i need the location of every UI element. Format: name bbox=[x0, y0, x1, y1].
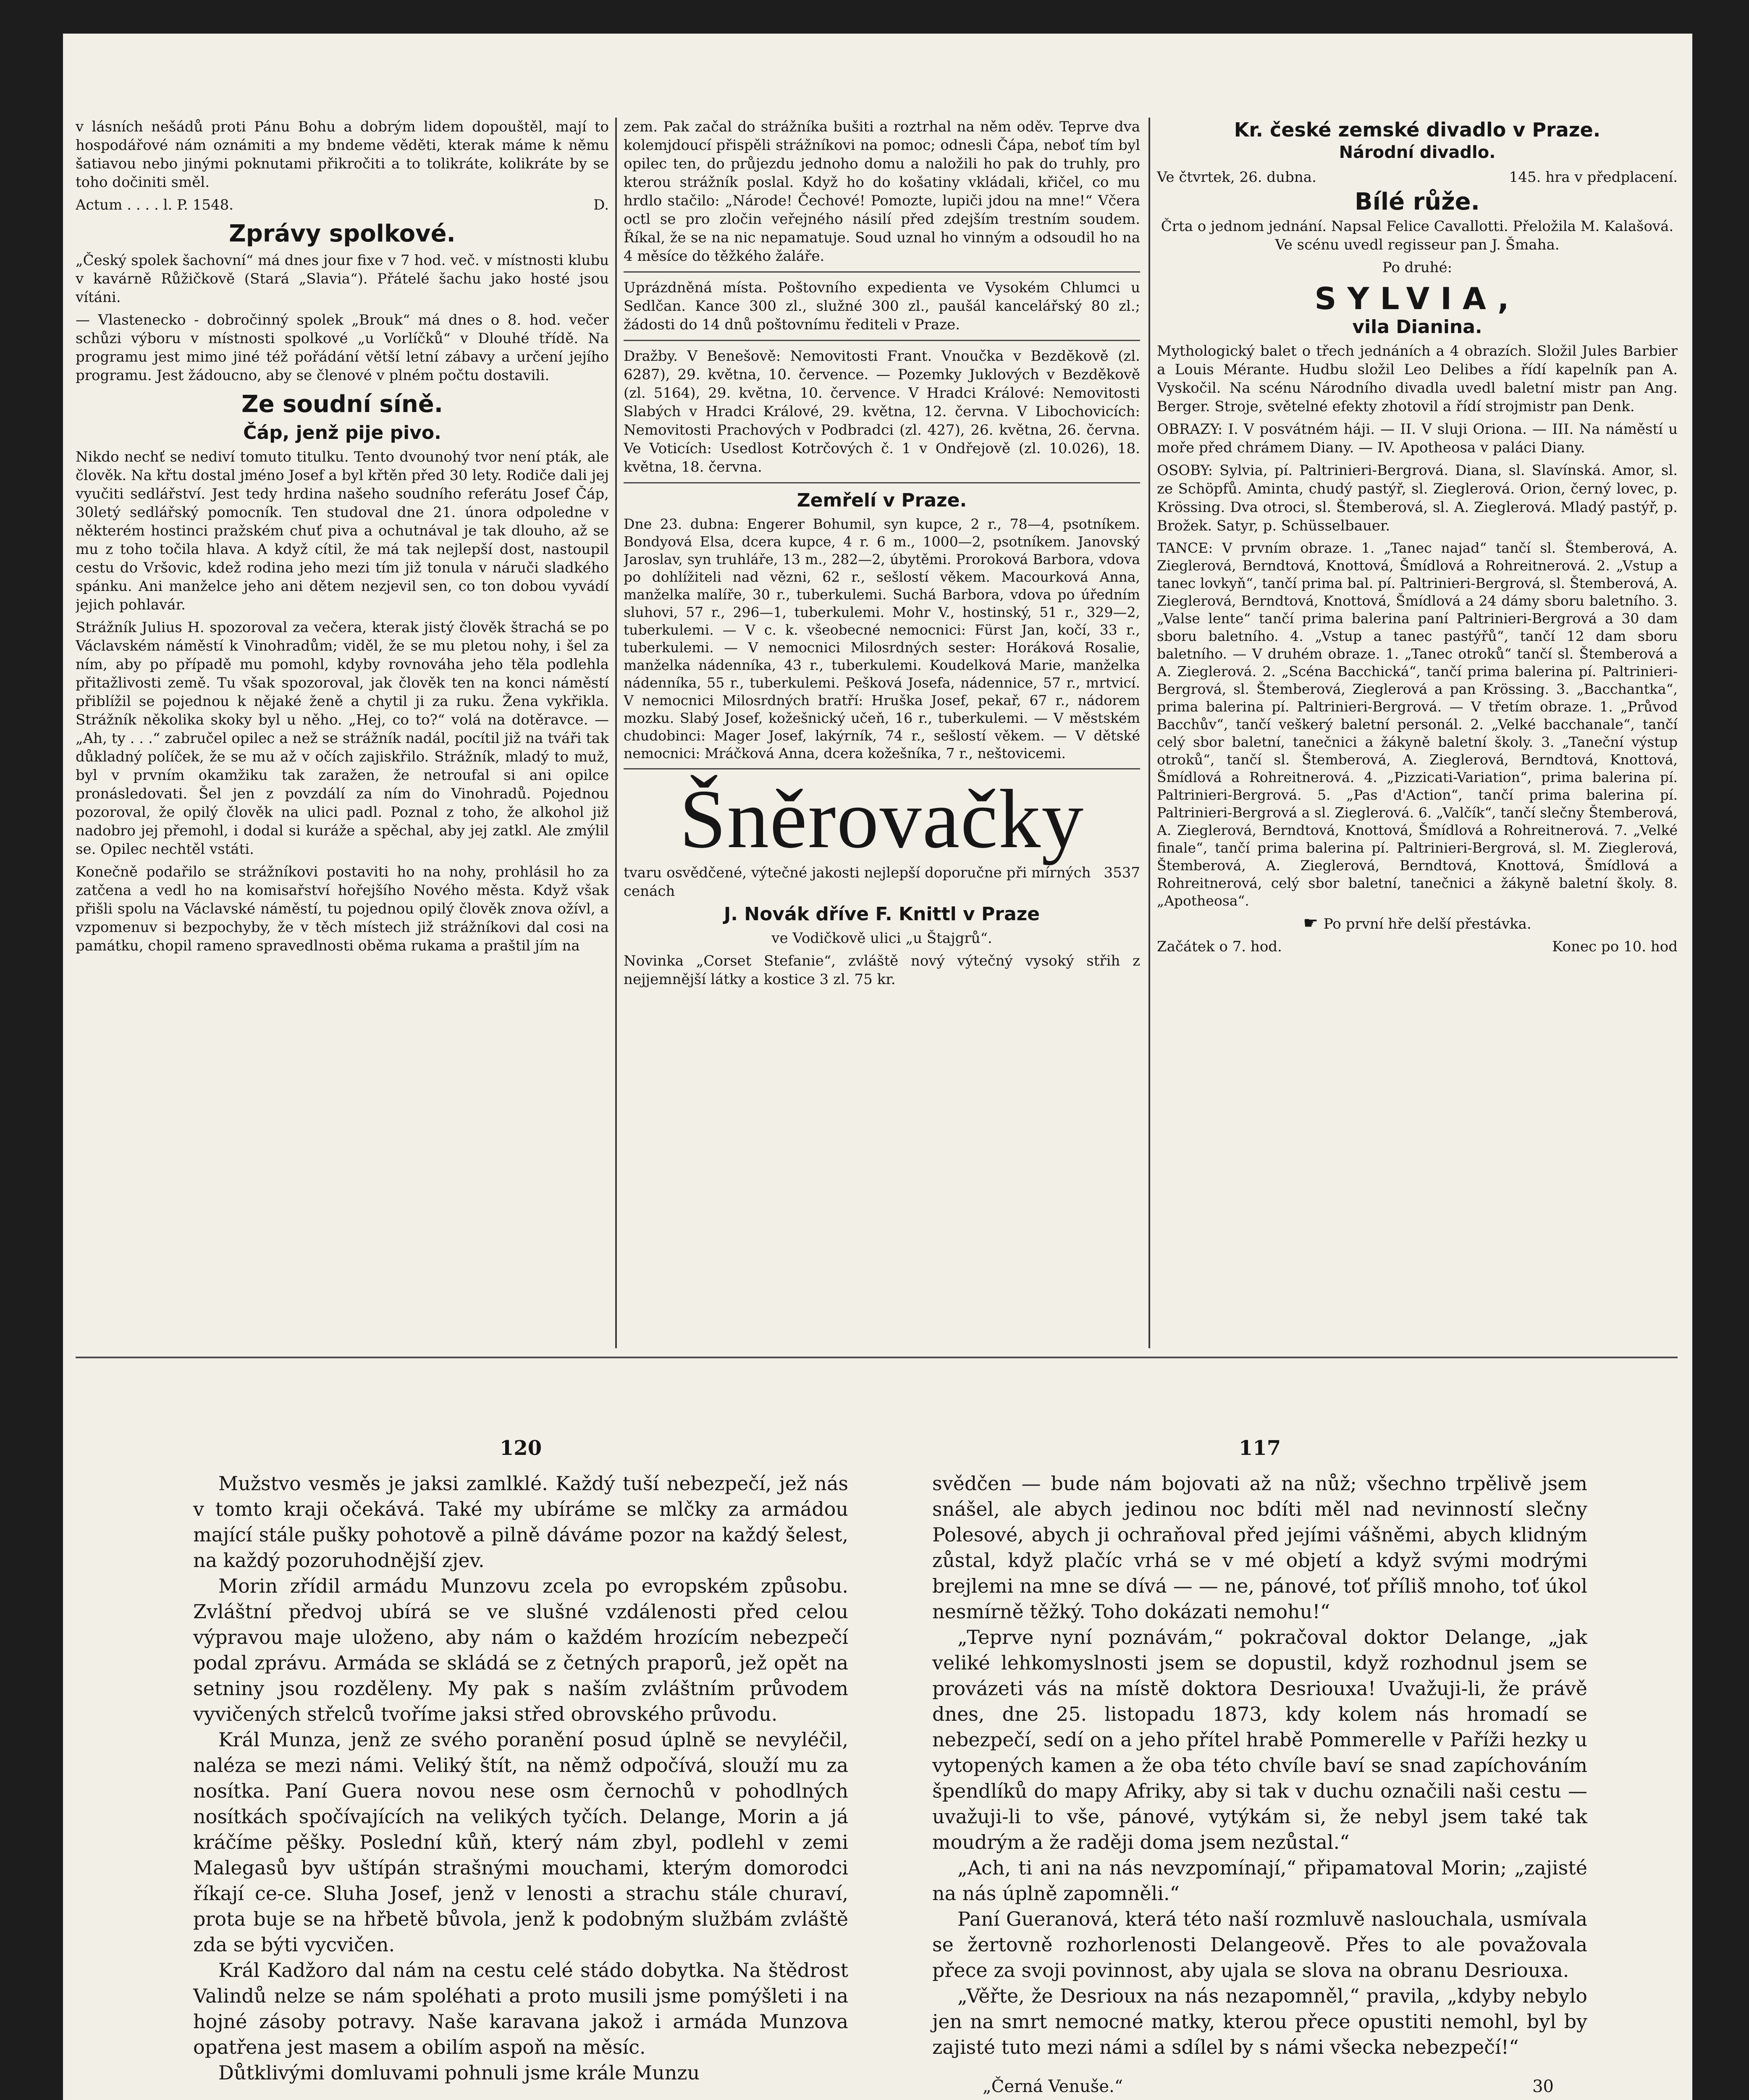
novel-right-para-3: „Ach, ti ani na nás nevzpomínají,“ připamatoval Morin; „zajisté na nás úplně zapomněli.“ bbox=[932, 1856, 1587, 1905]
intermission-text: Po první hře delší přestávka. bbox=[1323, 916, 1531, 932]
paragraph-cap-continued: zem. Pak začal do strážníka bušiti a roztrhal na něm oděv. Teprve dva kolemjdoucí přispěli strážníkovi na pomoc; odnesli Čápa, neboť tím byl opilec ten, do průjezdu jednoho domu a naložili ho pak do truhly, pro kterou strážník poslal. Když ho do košatiny vkládali, křičel, co mu hrdlo stačilo: „Národe! Čechové! Pomozte, lupiči jdou na mne!“ Včera octl se pro zločin veřejného násilí před zdejším trestním soudem. Říkal, že se na nic nepamatuje. Soud uznal ho vinným a odsoudil ho na 4 měsíce do těžkého žaláře. bbox=[624, 118, 1140, 265]
heading-court: Ze soudní síně. bbox=[241, 391, 443, 418]
ad-line-1 bbox=[624, 864, 1140, 900]
paragraph-auctions: Dražby. V Benešově: Nemovitosti Frant. Vnoučka v Bezdĕkově (zl. 6287), 29. května, 10. července. — Pozemky Juklových v Bezděkově (zl. 5164), 29. května, 10. července. V Hradci Králové: Nemovitosti Slabých v Hradci Králové, 29. května, 12. června. V Libochovicích: Nemovitosti Prachových v Podbradci (zl. 427), 26. května, 26. června. Ve Voticích: Usedlost Kotrčových č. 1 v Ondřejově (zl. 10.026), 18. května, 18. června. bbox=[624, 348, 1140, 475]
paragraph-chess-club: „Český spolek šachovní“ má dnes jour fixe v 7 hod. več. v místnosti klubu v kavárně Růžičkově (Stará „Slavia“). Přátelé šachu jako hosté jsou vítáni. bbox=[76, 252, 609, 306]
paragraph-deceased: Dne 23. dubna: Engerer Bohumil, syn kupce, 2 r., 78—4, psotníkem. Bondyová Elsa, dcera kupce, 4 r. 6 m., 1000—2, psotníkem. Janovský Jaroslav, syn truhláře, 13 m., 282—2, úbytěmi. Proroková Barbora, vdova po dohlížiteli nad vězni, 62 r., sešlostí věkem. Macourková Anna, manželka malíře, 30 r., tuberkulemi. Suchá Barbora, vdova po úředním sluhovi, 57 r., 296—1, tuberkulemi. Mohr V., hostinský, 51 r., 329—2, tuberkulemi. — V c. k. všeobecné nemocnici: Fürst Jan, kočí, 33 r., tuberkulemi. — V nemocnici Milosrdných sester: Horáková Rosalie, manželka nádenníka, 43 r., tuberkulemi. Koudelková Marie, manželka nádenníka, 55 r., tuberkulemi. Pešková Josefa, nádennice, 57 r., mrtvicí. V nemocnici Milosrdných bratří: Hruška Josef, pekař, 67 r., nádorem mozku. Slabý Josef, kožešnický učeň, 16 r., tuberkulemi. — V městském chudobinci: Mager Josef, lakýrník, 74 r., sešlostí věkem. — V dětské nemocnici: Mráčková Anna, dcera kožešníka, 7 r., neštovicemi. bbox=[624, 516, 1140, 761]
performance-date: Ve čtvrtek, 26. dubna. bbox=[1157, 169, 1316, 186]
paragraph-brouk-club: — Vlastenecko - dobročinný spolek „Brouk“ má dnes o 8. hod. večer schůzi výboru v místnosti spolkové „u Vorlíčků“ v Dlouhé třídě. Na programu jest mimo jiné též pořádání větší letní zábavy a určení jejího programu. Jest žádoucno, aby se členové v plném počtu dostavili. bbox=[76, 312, 609, 384]
theater-subtitle: Národní divadlo. bbox=[1339, 143, 1496, 162]
ad-address: ve Vodičkově ulici „u Štajgrů“. bbox=[771, 930, 992, 947]
novel-left-para-4: Král Kadžoro dal nám na cestu celé stádo dobytka. Na štědrost Valindů nelze se nám spoléhati a proto musili jsme pomýšleti i na hojné zásoby potravy. Naše karavana jakož i armáda Munzova opatřena jest masem a obilím aspoň na měsíc. bbox=[193, 1959, 848, 2058]
intermission-notice bbox=[1157, 914, 1678, 933]
performance-info bbox=[1157, 168, 1678, 186]
novel-right-para-4: Paní Gueranová, která této naší rozmluvě naslouchala, usmívala se žertovně rozhorlenosti Delangeově. Přes to ale považovala přece za svoji povinnost, aby ujala se slova na obranu Desriouxa. bbox=[932, 1908, 1587, 1982]
paragraph-vacancies: Uprázdněná místa. Poštovního expedienta ve Vysokém Chlumci u Sedlčan. Kance 300 zl., služné 300 zl., paušál kancelářský 80 zl.; žádosti do 14 dnů poštovnímu řediteli v Praze. bbox=[624, 279, 1140, 333]
paragraph-cap-2: Strážník Julius H. spozoroval za večera, kterak jistý člověk štrachá se po Václavském náměstí k Vinohradům; viděl, že se mu pletou nohy, i šel za ním, aby po případě mu pomohl, kdyby rovnováha jeho těla podlehla přitažlivosti země. Tu však spozoroval, jak člověk ten na konci náměstí přiblížil se pojednou k nějaké ženě a chytil ji za ruku. Žena vykřikla. Strážník několika skoky byl u něho. „Hej, co to?“ volá na dotěravce. — „Ah, ty . . .“ zabručel opilec a než se strážník nadál, pocítil již na tváři tak důkladný políček, že se mu až v očích zajiskřilo. Strážník, mladý to muž, byl v prvním okamžiku tak zaražen, že netroufal si ani opilce pronásledovati. Šel jen z povzdálí za ním do Vinohradů. Pojednou pozoroval, že opilý člověk na ulici padl. Poznal z toho, že alkohol již nadobro jej přemohl, i dodal si kuráže a spěchal, aby jej zatkl. Ale zmýlil se. Opilec nechtěl vstáti. bbox=[76, 619, 609, 858]
end-time: Konec po 10. hod bbox=[1552, 938, 1678, 955]
column-3 bbox=[1157, 118, 1678, 1348]
newspaper-page bbox=[63, 34, 1692, 2100]
ad-number: 3537 bbox=[1104, 864, 1140, 881]
second-label: Po druhé: bbox=[1382, 259, 1453, 276]
heading-cap: Čáp, jenž pije pivo. bbox=[243, 422, 441, 444]
ballet-title: SYLVIA, bbox=[1314, 281, 1520, 316]
novel-title-footer: „Černá Venuše.“ bbox=[983, 2077, 1123, 2096]
pointing-hand-icon: ☛ bbox=[1303, 914, 1324, 933]
start-time: Začátek o 7. hod. bbox=[1157, 938, 1282, 955]
novel-footer bbox=[932, 2077, 1587, 2096]
page-number-left: 120 bbox=[499, 1436, 542, 1460]
ballet-subtitle: vila Dianina. bbox=[1352, 316, 1482, 338]
novel-page-left bbox=[193, 1436, 848, 2086]
theater-title: Kr. české zemské divadlo v Praze. bbox=[1234, 118, 1601, 141]
ad-title: Šněrovačky bbox=[679, 773, 1085, 866]
heading-spolkove: Zprávy spolkové. bbox=[229, 220, 456, 247]
signature-number: 30 bbox=[1532, 2077, 1554, 2096]
section-divider bbox=[624, 768, 1140, 769]
novel-page-right bbox=[932, 1436, 1587, 2096]
ballet-description: Mythologický balet o třech jednáních a 4 obrazích. Složil Jules Barbier a Louis Mérante. Hudbu složil Leo Delibes a řídí kapelník pan A. Vyskočil. Na scénu Národního divadla uvedl baletní mistr pan Ang. Berger. Stroje, světelné efekty zhotovil a řídí strojmistr pan Denk. bbox=[1157, 343, 1678, 415]
novel-left-para-2: Morin zřídil armádu Munzovu zcela po evropském způsobu. Zvláštní předvoj ubírá se ve slušné vzdálenosti před celou výpravou maje uloženo, aby nám o každém hrozícím nebezpečí podal zprávu. Armáda se skládá se z četných praporů, jež opět na setniny jsou rozděleny. My pak s naším zvláštním průvodem vyvičených střelců tvoříme jaksi střed obrovského průvodu. bbox=[193, 1575, 848, 1725]
ballet-scenes: OBRAZY: I. V posvátném háji. — II. V sluji Oriona. — III. Na náměstí u moře před chrámem Diany. — IV. Apotheosa v paláci Diany. bbox=[1157, 421, 1678, 456]
ballet-dances: TANCE: V prvním obraze. 1. „Tanec najad“ tančí sl. Štemberová, A. Zieglerová, Berndtová, Knottová, Šmídlová a Rohreitnerová. 2. „Vstup a tanec lovkyň“, tančí prima bal. pí. Paltrinieri-Bergrová, sl. Štemberová, A. Zieglerová, Berndtová, Knottová, Šmídlová a 24 dámy sboru baletního. 3. „Valse lente“ tančí prima balerina paní Paltrinieri-Bergrová a 30 dam sboru baletního. 4. „Vstup a tanec pastýřů“, tančí 12 dam sboru baletního. — V druhém obraze. 1. „Tanec otroků“ tančí sl. Štemberová a A. Zieglerová. 2. „Scéna Bacchická“, tančí prima balerina pí. Paltrinieri-Bergrová, sl. Štemberová, Zieglerová a pan Krössing. 3. „Bacchantka“, prima balerina pí. Paltrinieri-Bergrová. — V třetím obraze. 1. „Průvod Bacchův“, tančí veškerý baletní personál. 2. „Velké bacchanale“, tančí celý sbor baletní, tanečnici a žákyně baletní školy. 3. „Taneční výstup otroků“, tančí sl. Štemberová, A. Zieglerová, Berndtová, Knottová, Šmídlová a Rohreitnerová. 4. „Pizzicati-Variation“, prima balerina pí. Paltrinieri-Bergrová. 5. „Pas d'Action“, tančí prima balerina pí. Paltrinieri-Bergrová a sl. Zieglerová. 6. „Valčík“, tančí slečny Štemberová, A. Zieglerová, Berndtová, Knottová, Šmídlová a Rohreitnerová. 7. „Velké finale“, tančí prima balerina pí. Paltrinieri-Bergrová, sl. M. Zieglerová, Štemberová, A. Zieglerová, Berndtová, Knottová, Šmídlová a Rohreitnerová, celý sbor baletní, tanečnici a žákyně baletní školy. 8. „Apotheosa“. bbox=[1157, 540, 1678, 909]
section-divider bbox=[624, 340, 1140, 341]
column-2 bbox=[624, 118, 1140, 1348]
ad-novelty: Novinka „Corset Stefanie“, zvláště nový výtečný vysoký střih z nejjemnější látky a kostice 3 zl. 75 kr. bbox=[624, 953, 1140, 988]
horizontal-divider bbox=[76, 1357, 1678, 1358]
ballet-cast: OSOBY: Sylvia, pí. Paltrinieri-Bergrová. Diana, sl. Slavínská. Amor, sl. ze Schöpfů. Aminta, chudý pastýř, sl. Zieglerová. Orion, černý lovec, p. Krössing. Dva otroci, sl. Štemberová, sl. A. Zieglerová. Mladý pastýř, p. Brožek. Satyr, p. Schüsselbauer. bbox=[1157, 462, 1678, 534]
novel-left-para-3: Král Munza, jenž ze svého poranění posud úplně se nevyléčil, naléza se mezi námi. Veliký štít, na němž odpočívá, slouží mu za nosítka. Paní Guera novou nese osm černochů v pohodlných nosítkách spočívajících na velikých tyčích. Delange, Morin a já kráčíme pěšky. Poslední kůň, který nám zbyl, podlehl v zemi Malegasů byv uštípán strašnými mouchami, kterým domorodci říkají ce-ce. Sluha Josef, jenž v lenosti a strachu stále churaví, prota bujе se na hřbetě bůvola, jenž k podobným službám zvláště zda se býti vycvičen. bbox=[193, 1728, 848, 1956]
intro-paragraph: v lásních nešádů proti Pánu Bohu a dobrým lidem dopouštěl, mají to hospodářové nám oznámiti a my bndeme věděti, kterak máme k němu šatiavou nebo jinými poknutami přikročiti a to tolikráte, kolikráte by se toho dočiniti směl. bbox=[76, 118, 609, 191]
novel-left-para-1: Mužstvo vesměs je jaksi zamlklé. Každý tuší nebezpečí, jež nás v tomto kraji očekává. Také my ubíráme se mlčky za armádou mající stále pušky pohotově a pilně dáváme pozor na každý šelest, na každý pozoruhodnější zjev. bbox=[193, 1472, 848, 1572]
play-title: Bílé růže. bbox=[1355, 188, 1480, 215]
page-number-right: 117 bbox=[1238, 1436, 1281, 1460]
heading-deceased: Zemřelí v Praze. bbox=[797, 490, 967, 511]
section-divider bbox=[624, 482, 1140, 483]
novel-right-para-1: svědčen — bude nám bojovati až na nůž; všechno trpělivě jsem snášel, ale abych jedinou noc bdíti měl nad nevinností slečny Polesové, abych ji ochraňoval před jejími vášněmi, abych klidným zůstal, když plačíc vrhá se v mé objetí a když svými modrými brejlemi na mne se dívá — — ne, pánové, toť příliš mnoho, toť úkol nesmírně těžký. Toho dokázati nemohu!“ bbox=[932, 1472, 1587, 1623]
column-divider-2 bbox=[1149, 118, 1150, 1348]
actum-signature: D. bbox=[593, 197, 609, 213]
ad-line-1-text: tvaru osvědčené, výtečné jakosti nejlepší doporučne při mírných cenách bbox=[624, 864, 1091, 900]
play-description: Črta o jednom jednání. Napsal Felice Cavallotti. Přeložila M. Kalašová. Ve scénu uvedl regisseur pan J. Šmaha. bbox=[1161, 218, 1674, 253]
novel-left-para-5: Důtklivými domluvami pohnuli jsme krále Munzu bbox=[218, 2061, 700, 2084]
corset-advertisement bbox=[624, 775, 1140, 989]
actum-text: Actum . . . . l. P. 1548. bbox=[76, 197, 234, 213]
paragraph-cap-1: Nikdo nechť se nediví tomuto titulku. Tento dvounohý tvor není pták, ale člověk. Na křtu dostal jméno Josef a byl křtěn před 30 lety. Rodiče dali jej vyučiti sedlářství. Jest tedy hrdina našeho soudního referátu Josef Čáp, 30letý sedlářský pomocník. Ten studoval dne 21. února odpoledne v některém hostinci pražském chuť piva a ochutnával je tak dlouho, až se mu z toho točila hlava. A když cítil, že má tak nejlepší dost, nastoupil cestu do Vršovic, kdež rodina jeho mezi tím již tonula v náruči sladkého spánku. Ani manželce jeho ani dětem nezjevil sen, co ton dobou vyvádí jejich pohlavár. bbox=[76, 449, 609, 613]
performance-number: 145. hra v předplacení. bbox=[1509, 169, 1678, 186]
ad-company: J. Novák dříve F. Knittl v Praze bbox=[724, 903, 1040, 925]
time-line bbox=[1157, 937, 1678, 956]
section-divider bbox=[624, 271, 1140, 273]
paragraph-cap-3: Konečně podařilo se strážníkovi postaviti ho na nohy, prohlásil ho za zatčena a vedl ho na komisařství hořejšího Nového města. Když však přišli spolu na Václavské náměstí, tu pojednou opilý člověk znova ožívl, a vzpomenuv si bezpochyby, že v těch místech již strážníkovi dal cosi na památku, chopil rameno spravedlnosti oběma rukama a praštil jím na bbox=[76, 864, 609, 954]
actum-line bbox=[76, 196, 609, 214]
column-1 bbox=[76, 118, 609, 1348]
novel-right-para-5: „Věřte, že Desrioux na nás nezapomněl,“ pravila, „kdyby nebylo jen na smrt nemocné matky, kterou přece opustiti nemohl, byl by zajisté tuto mezi námi a sdílel by s námi všecka nebezpečí!“ bbox=[932, 1984, 1587, 2058]
novel-right-para-2: „Teprve nyní poznávám,“ pokračoval doktor Delange, „jak veliké lehkomyslnosti jsem se dopustil, když rozhodnul jsem se provázeti vás na místě doktora Desriouxa! Uvažuji-li, že právě dnes, dne 25. listopadu 1873, kdy kolem nás hromadí se nebezpečí, sedí on a jeho přítel hrabě Pommerelle v Paříži hezky u vytopených kamen a že oba této chvíle baví se snad zapíchováním špendlíků do mapy Afriky, aby si tak v duchu označili naši cestu — uvažuji-li to vše, pánové, vytýkám si, že nebyl jsem také tak moudrým a že raději doma jsem nezůstal.“ bbox=[932, 1626, 1587, 1853]
column-divider-1 bbox=[615, 118, 617, 1348]
